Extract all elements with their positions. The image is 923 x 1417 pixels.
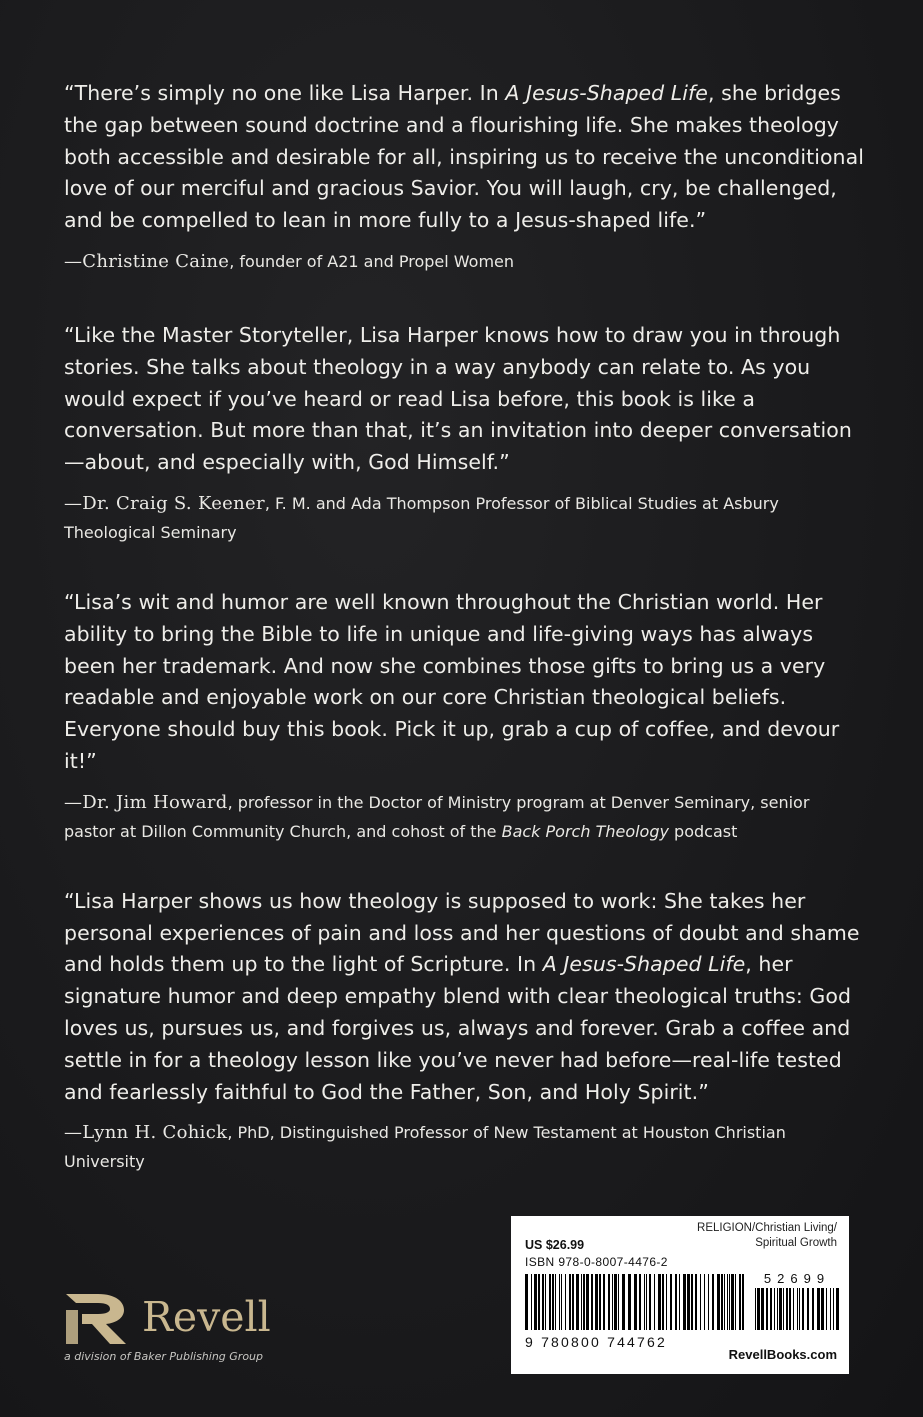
endorsement-attribution: —Dr. Jim Howard, professor in the Doctor of Ministry program at Denver Seminary, senior pastor at Dillon Community Church, and cohost of the Back Porch Theology podcast xyxy=(64,791,810,841)
endorsement-attribution: —Lynn H. Cohick, PhD, Distinguished Professor of New Testament at Houston Christian University xyxy=(64,1122,786,1172)
revell-r-logo-icon xyxy=(64,1290,130,1346)
publisher-subtitle: a division of Baker Publishing Group xyxy=(64,1350,264,1363)
publisher-logo xyxy=(64,1285,364,1375)
endorsement-howard xyxy=(64,587,864,846)
book-title: A Jesus-Shaped Life xyxy=(505,81,708,105)
isbn: ISBN 978-0-8007-4476-2 xyxy=(525,1255,668,1269)
endorsement-keener xyxy=(64,320,864,547)
endorsement-cohick xyxy=(64,886,864,1177)
endorsement-quote: “Lisa’s wit and humor are well known throughout the Christian world. Her ability to bring the Bible to life in unique and life-giving ways has always been her trademark. And now she combines those gifts to bring us a very readable and enjoyable work on our core Christian theological beliefs. Everyone should buy this book. Pick it up, grab a cup of coffee, and devour it!” xyxy=(64,589,840,773)
endorsement-caine xyxy=(64,78,864,276)
endorsement-quote: “Like the Master Storyteller, Lisa Harper knows how to draw you in through stories. She talks about theology in a way anybody can relate to. As you would expect if you’ve heard or read Lisa before, this book is like a conversation. But more than that, it’s an invitation into deeper conversation—about, and especially with, God Himself.” xyxy=(64,322,852,475)
publisher-name: Revell xyxy=(142,1293,271,1341)
endorser-name: —Christine Caine xyxy=(64,250,230,272)
endorser-name: —Dr. Craig S. Keener xyxy=(64,492,265,514)
book-title: A Jesus-Shaped Life xyxy=(542,952,746,977)
barcode-label xyxy=(511,1216,849,1374)
ean-barcode-icon xyxy=(525,1274,747,1330)
endorsement-quote: “There’s simply no one like Lisa Harper. In A Jesus-Shaped Life, she bridges the gap between sound doctrine and a flourishing life. She makes theology both accessible and desirable for all, inspiring us to receive the unconditional love of our merciful and gracious Savior. You will laugh, cry, be challenged, and be compelled to lean in more fully to a Jesus-shaped life.” xyxy=(64,81,864,233)
endorsement-attribution: —Dr. Craig S. Keener, F. M. and Ada Thompson Professor of Biblical Studies at Asbury Theological Seminary xyxy=(64,492,779,542)
endorser-name: —Lynn H. Cohick xyxy=(64,1122,228,1144)
ean-digits: 9 780800 744762 xyxy=(525,1334,667,1350)
addon-digits: 52699 xyxy=(763,1271,831,1286)
endorser-name: —Dr. Jim Howard xyxy=(64,791,228,813)
podcast-title: Back Porch Theology xyxy=(501,821,669,841)
price: US $26.99 xyxy=(525,1238,585,1252)
category-label: RELIGION/Christian Living/ Spiritual Growth xyxy=(697,1222,837,1249)
endorsements xyxy=(64,78,864,1214)
endorsement-attribution: —Christine Caine, founder of A21 and Propel Women xyxy=(64,250,515,272)
endorsement-quote: “Lisa Harper shows us how theology is supposed to work: She takes her personal experiences of pain and loss and her questions of doubt and shame and holds them up to the light of Scripture. In A Jesus-Shaped Life, her signature humor and deep empathy blend with clear theological truths: God loves us, pursues us, and forgives us, always and forever. Grab a coffee and settle in for a theology lesson like you’ve never had before—real-life tested and fearlessly faithful to God the Father, Son, and Holy Spirit.” xyxy=(64,888,860,1104)
addon-barcode-icon xyxy=(755,1288,839,1330)
website: RevellBooks.com xyxy=(728,1347,837,1362)
